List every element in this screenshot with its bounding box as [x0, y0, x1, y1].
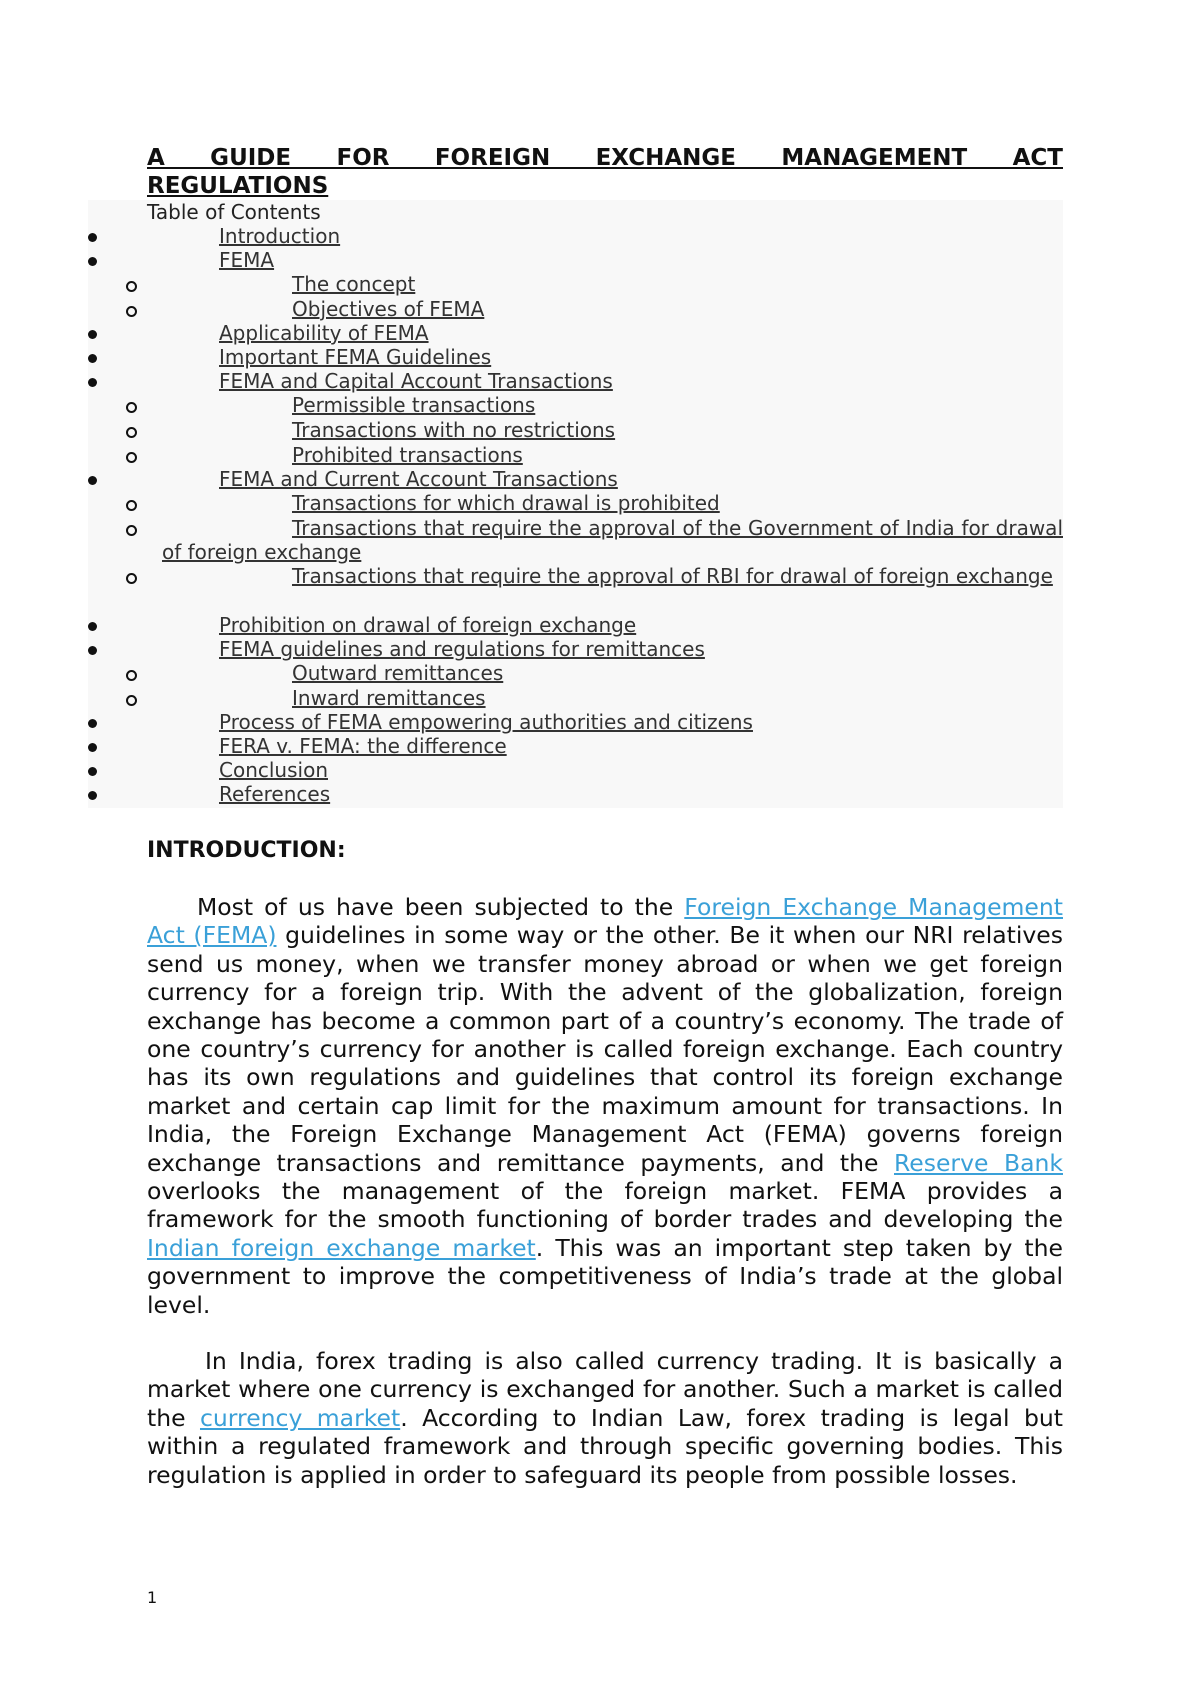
- introduction-paragraph-1: [147, 893, 1063, 1319]
- toc-link[interactable]: References: [219, 782, 331, 806]
- toc-link[interactable]: Conclusion: [219, 758, 328, 782]
- circle-bullet-icon: [126, 306, 137, 317]
- circle-bullet-icon: [126, 695, 137, 706]
- toc-link[interactable]: Prohibition on drawal of foreign exchange: [219, 613, 637, 637]
- circle-bullet-icon: [126, 525, 137, 536]
- toc-link[interactable]: FEMA and Current Account Transactions: [219, 467, 618, 491]
- bullet-icon: [88, 743, 97, 752]
- toc-link[interactable]: Inward remittances: [292, 686, 486, 710]
- fema-link[interactable]: Foreign Exchange Management Act (FEMA): [147, 893, 1063, 950]
- table-of-contents: [88, 200, 1063, 808]
- toc-link[interactable]: Prohibited transactions: [292, 443, 523, 467]
- toc-link[interactable]: Transactions with no restrictions: [292, 418, 616, 442]
- circle-bullet-icon: [126, 281, 137, 292]
- bullet-icon: [88, 257, 97, 266]
- bullet-icon: [88, 622, 97, 631]
- reserve-bank-link[interactable]: Reserve Bank: [894, 1148, 1063, 1177]
- toc-link[interactable]: FEMA and Capital Account Transactions: [219, 369, 613, 393]
- circle-bullet-icon: [126, 452, 137, 463]
- circle-bullet-icon: [126, 573, 137, 584]
- bullet-icon: [88, 767, 97, 776]
- toc-link[interactable]: Transactions that require the approval of the Government of India for drawal of foreign exchange: [162, 516, 1063, 564]
- bullet-icon: [88, 476, 97, 485]
- paragraph-text: . This was an important step taken by the government to improve the competitiveness of India’s trade at the global level.: [147, 1233, 1063, 1319]
- toc-link[interactable]: Outward remittances: [292, 661, 504, 685]
- toc-link[interactable]: Transactions for which drawal is prohibited: [292, 491, 720, 515]
- toc-link[interactable]: The concept: [292, 272, 416, 296]
- toc-heading: Table of Contents: [147, 200, 321, 224]
- bullet-icon: [88, 646, 97, 655]
- bullet-icon: [88, 354, 97, 363]
- toc-link[interactable]: Process of FEMA empowering authorities and citizens: [219, 710, 753, 734]
- bullet-icon: [88, 233, 97, 242]
- bullet-icon: [88, 719, 97, 728]
- toc-link[interactable]: Permissible transactions: [292, 393, 536, 417]
- toc-link[interactable]: FERA v. FEMA: the difference: [219, 734, 507, 758]
- circle-bullet-icon: [126, 670, 137, 681]
- title-line-2: REGULATIONS: [147, 173, 329, 199]
- toc-link[interactable]: FEMA guidelines and regulations for remittances: [219, 637, 705, 661]
- currency-market-link[interactable]: currency market: [199, 1403, 401, 1432]
- paragraph-text: overlooks the management of the foreign market. FEMA provides a framework for the smooth functioning of border trades and developing the: [147, 1177, 1063, 1234]
- circle-bullet-icon: [126, 427, 137, 438]
- toc-link[interactable]: Transactions that require the approval of RBI for drawal of foreign exchange: [292, 564, 1053, 588]
- toc-link[interactable]: Applicability of FEMA: [219, 321, 429, 345]
- paragraph-text: . According to Indian Law, forex trading is legal but within a regulated framework and through specific governing bodies. This regulation is applied in order to safeguard its people from possible losses.: [147, 1403, 1063, 1489]
- bullet-icon: [88, 378, 97, 387]
- document-title: [147, 144, 1063, 200]
- page-number: 1: [147, 1588, 158, 1607]
- paragraph-text: Most of us have been subjected to the: [197, 893, 685, 921]
- bullet-icon: [88, 330, 97, 339]
- toc-link[interactable]: Important FEMA Guidelines: [219, 345, 492, 369]
- toc-link[interactable]: Introduction: [219, 224, 341, 248]
- paragraph-text: guidelines in some way or the other. Be it when our NRI relatives send us money, when we transfer money abroad or when we get foreign currency for a foreign trip. With the advent of the globalization, foreign exchange has become a common part of a country’s economy. The trade of one country’s currency for another is called foreign exchange. Each country has its own regulations and guidelines that control its foreign exchange market and certain cap limit for the maximum amount for transactions. In India, the Foreign Exchange Management Act (FEMA) governs foreign exchange transactions and remittance payments, and the: [147, 921, 1064, 1177]
- introduction-heading: INTRODUCTION:: [147, 838, 346, 863]
- forex-market-link[interactable]: Indian foreign exchange market: [147, 1233, 536, 1262]
- bullet-icon: [88, 791, 97, 800]
- circle-bullet-icon: [126, 402, 137, 413]
- introduction-paragraph-2: [147, 1347, 1063, 1489]
- toc-link[interactable]: Objectives of FEMA: [292, 297, 485, 321]
- circle-bullet-icon: [126, 500, 137, 511]
- toc-link[interactable]: FEMA: [219, 248, 275, 272]
- title-line-1: A GUIDE FOR FOREIGN EXCHANGE MANAGEMENT ACT: [147, 145, 1063, 171]
- paragraph-text: In India, forex trading is also called currency trading. It is basically a market where one currency is exchanged for another. Such a market is called the: [147, 1347, 1063, 1432]
